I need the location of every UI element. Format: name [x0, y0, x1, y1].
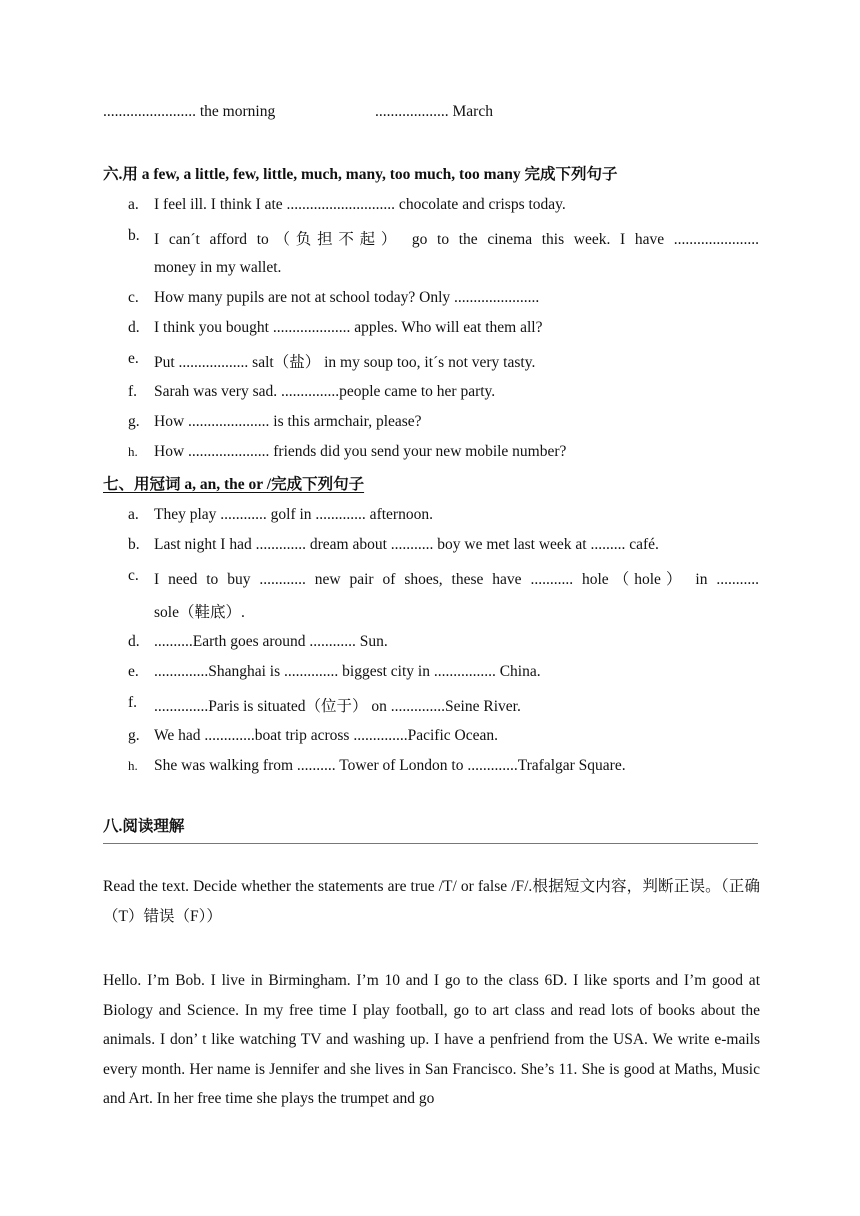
- item-marker: e.: [128, 350, 139, 367]
- item-text: Sarah was very sad. ...............people came to her party.: [154, 383, 496, 400]
- item-text: Put .................. salt（盐） in my soup too, it´s not very tasty.: [154, 354, 536, 371]
- item-marker: d.: [128, 319, 140, 336]
- item-text: I feel ill. I think I ate ............................ chocolate and crisps today.: [154, 196, 566, 213]
- item-text: ..............Shanghai is .............. biggest city in ................ China.: [154, 663, 541, 680]
- item-marker: g.: [128, 413, 140, 430]
- blank-the-morning: ........................ the morning: [103, 103, 276, 120]
- horizontal-divider: [103, 843, 758, 844]
- item-text: How many pupils are not at school today? Only ......................: [154, 289, 540, 306]
- item-marker: a.: [128, 506, 139, 523]
- item-text: How ..................... friends did you send your new mobile number?: [154, 443, 567, 460]
- item-marker: f.: [128, 383, 138, 400]
- item-marker: b.: [128, 536, 140, 553]
- item-marker: h.: [128, 444, 138, 459]
- item-text: She was walking from .......... Tower of London to .............Trafalgar Square.: [154, 757, 626, 774]
- item-text: I need to buy ............ new pair of shoes, these have ........... hole（hole） in ...........: [154, 571, 759, 588]
- item-text: I think you bought .................... apples. Who will eat them all?: [154, 319, 543, 336]
- item-marker: g.: [128, 727, 140, 744]
- item-marker: d.: [128, 633, 140, 650]
- item-marker: f.: [128, 694, 138, 711]
- item-text: They play ............ golf in ............. afternoon.: [154, 506, 433, 523]
- item-text-continued: sole（鞋底）.: [154, 604, 245, 621]
- item-marker: h.: [128, 758, 138, 773]
- item-marker: b.: [128, 227, 140, 244]
- reading-instructions: Read the text. Decide whether the statements are true /T/ or false /F/.根据短文内容，判断正误。（正确（T）错误（F））: [103, 878, 760, 925]
- item-text: How ..................... is this armchair, please?: [154, 413, 422, 430]
- item-text: Last night I had ............. dream about ........... boy we met last week at ......... café.: [154, 536, 659, 553]
- item-text: ..........Earth goes around ............ Sun.: [154, 633, 388, 650]
- section-8-heading: 八.阅读理解: [103, 818, 185, 835]
- item-text: We had .............boat trip across ..............Pacific Ocean.: [154, 727, 498, 744]
- section-7-heading: 七、用冠词 a, an, the or /完成下列句子: [103, 476, 365, 493]
- item-marker: c.: [128, 289, 139, 306]
- reading-passage: Hello. I’m Bob. I live in Birmingham. I’m 10 and I go to the class 6D. I like sports and I’m good at Biology and Science. In my free time I play football, go to art class and read lots of books about the animals. I don’ t like watching TV and washing up. I have a penfriend from the USA. We write e-mails every month. Her name is Jennifer and she lives in San Francisco. She’s 11. She is good at Maths, Music and Art. In her free time she plays the trumpet and go: [103, 972, 760, 1107]
- item-marker: a.: [128, 196, 139, 213]
- section-6-heading: 六.用 a few, a little, few, little, much, many, too much, too many 完成下列句子: [103, 166, 618, 183]
- item-marker: e.: [128, 663, 139, 680]
- item-marker: c.: [128, 567, 139, 584]
- item-text-continued: money in my wallet.: [154, 259, 282, 276]
- blank-march: ................... March: [375, 103, 493, 120]
- item-text: ..............Paris is situated（位于） on ..............Seine River.: [154, 698, 521, 715]
- item-text: I can´t afford to（负担不起） go to the cinema this week. I have ......................: [154, 231, 759, 248]
